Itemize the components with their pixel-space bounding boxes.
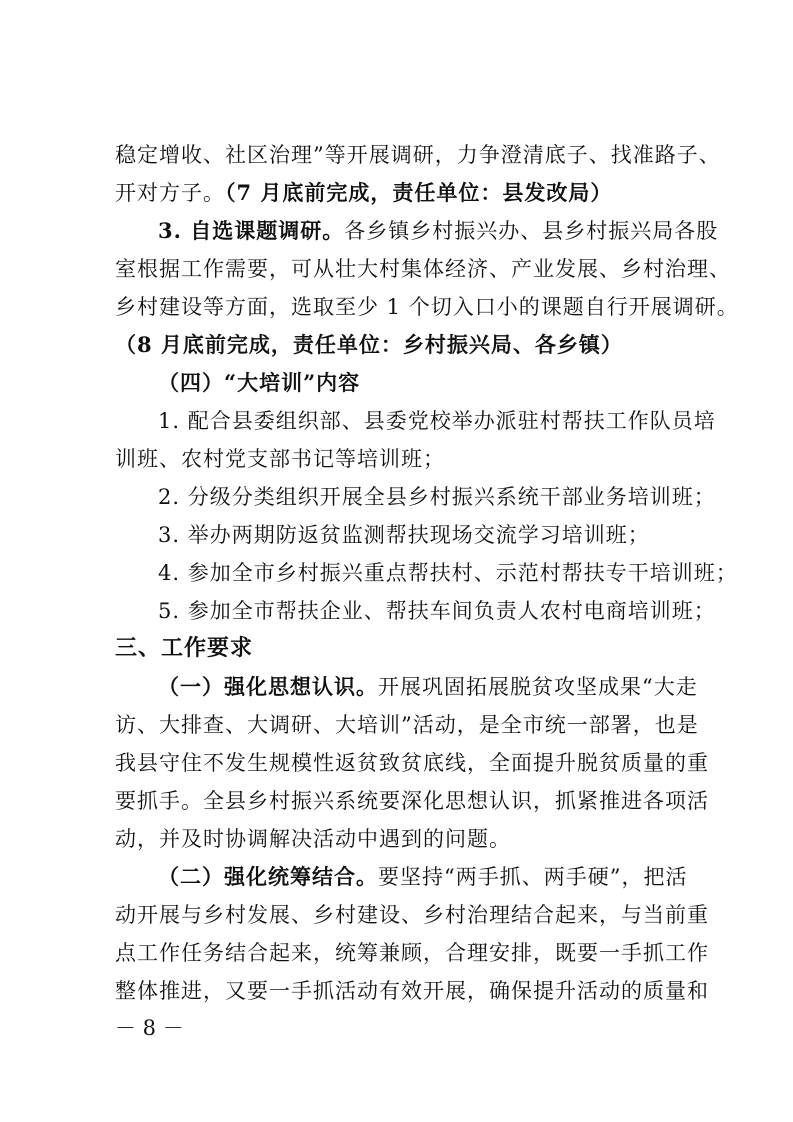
section-subheading xyxy=(158,368,360,398)
paragraph-line xyxy=(115,254,731,284)
text-run: 开展巩固拓展脱贫攻坚成果“大走 xyxy=(378,675,698,699)
text-run: 动开展与乡村发展、乡村建设、乡村治理结合起来，与当前重 xyxy=(115,903,709,927)
paragraph-line xyxy=(115,140,721,170)
list-item xyxy=(158,406,716,436)
text-run: 动，并及时协调解决活动中遇到的问题。 xyxy=(115,827,511,851)
paragraph-line xyxy=(115,786,709,816)
list-item xyxy=(158,596,716,626)
text-run: 1. 配合县委组织部、县委党校举办派驻村帮扶工作队员培 xyxy=(158,409,716,433)
paragraph-line xyxy=(115,710,699,740)
deadline-note: （7 月底前完成，责任单位：县发改局） xyxy=(225,180,613,205)
list-item xyxy=(158,482,716,512)
paragraph-line xyxy=(158,672,698,702)
text-run: 稳定增收、社区治理”等开展调研，力争澄清底子、找准路子、 xyxy=(115,143,721,167)
paragraph-line xyxy=(158,216,718,246)
list-item xyxy=(158,520,650,550)
text-run: 要坚持“两手抓、两手硬”，把活 xyxy=(378,865,688,889)
text-run: 点工作任务结合起来，统筹兼顾，合理安排，既要一手抓工作 xyxy=(115,941,709,965)
item-lead: （一）强化思想认识。 xyxy=(158,674,378,699)
paragraph-line xyxy=(115,976,709,1006)
text-run: 5. 参加全市帮扶企业、帮扶车间负责人农村电商培训班； xyxy=(158,599,716,623)
item-lead: 3. 自选课题调研。 xyxy=(158,218,345,243)
text-run: 访、大排查、大调研、大培训”活动，是全市统一部署，也是 xyxy=(115,713,699,737)
text-run: 要抓手。全县乡村振兴系统要深化思想认识，抓紧推进各项活 xyxy=(115,789,709,813)
subheading-text: （四）“大培训”内容 xyxy=(158,370,361,395)
text-run: 4. 参加全市乡村振兴重点帮扶村、示范村帮扶专干培训班； xyxy=(158,561,738,585)
page-number: － 8 － xyxy=(115,1016,184,1040)
text-run: 我县守住不发生规模性返贫致贫底线，全面提升脱贫质量的重 xyxy=(115,751,709,775)
paragraph-line xyxy=(158,862,687,892)
deadline-note: （8 月底前完成，责任单位：乡村振兴局、各乡镇） xyxy=(115,332,623,357)
paragraph-line xyxy=(115,292,739,322)
paragraph-line xyxy=(115,178,612,208)
list-item-continuation xyxy=(115,444,445,474)
text-run: 各乡镇乡村振兴办、县乡村振兴局各股 xyxy=(344,219,719,243)
section-heading xyxy=(115,634,253,664)
text-run: 2. 分级分类组织开展全县乡村振兴系统干部业务培训班； xyxy=(158,485,716,509)
paragraph-line xyxy=(115,900,709,930)
paragraph-line xyxy=(115,938,709,968)
paragraph-line xyxy=(115,330,623,360)
paragraph-line xyxy=(115,824,511,854)
text-run: 整体推进，又要一手抓活动有效开展，确保提升活动的质量和 xyxy=(115,979,709,1003)
item-lead: （二）强化统筹结合。 xyxy=(158,864,378,889)
paragraph-line xyxy=(115,748,709,778)
heading-text: 三、工作要求 xyxy=(115,636,254,661)
text-run: 训班、农村党支部书记等培训班； xyxy=(115,447,445,471)
text-run: 室根据工作需要，可从壮大村集体经济、产业发展、乡村治理、 xyxy=(115,257,731,281)
text-run: 3. 举办两期防返贫监测帮扶现场交流学习培训班； xyxy=(158,523,650,547)
list-item xyxy=(158,558,738,588)
text-run: 乡村建设等方面，选取至少 1 个切入口小的课题自行开展调研。 xyxy=(115,295,739,319)
text-run: 开对方子。 xyxy=(115,181,225,205)
